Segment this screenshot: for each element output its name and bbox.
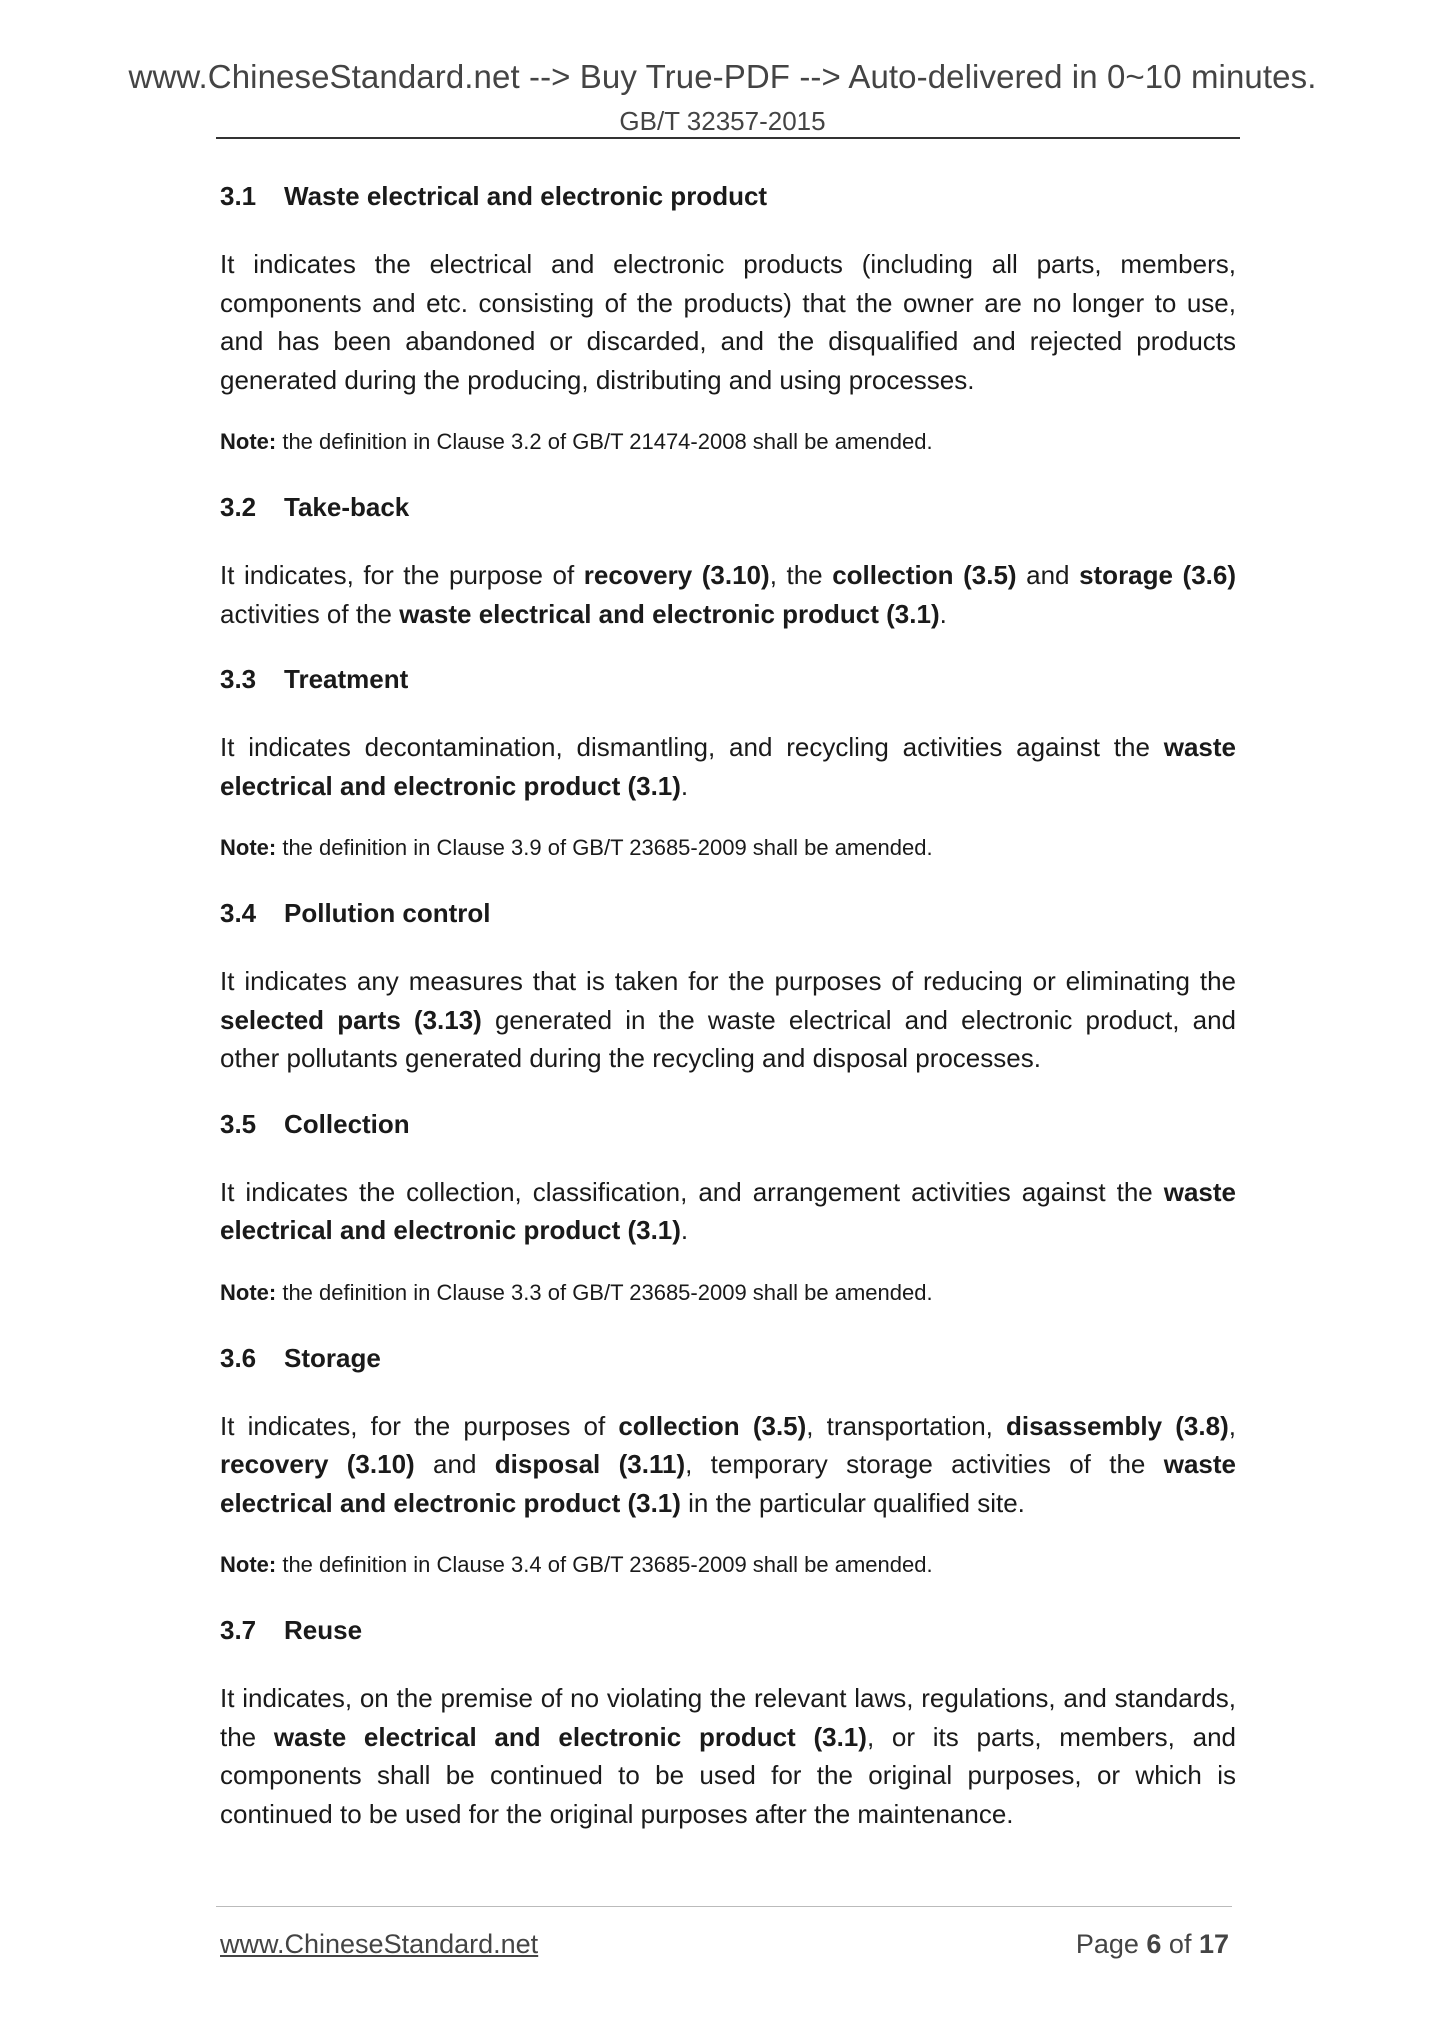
term-reference: waste electrical and electronic product (3.1) [399, 598, 940, 629]
section-heading [220, 661, 1236, 697]
note-label: Note: [220, 1279, 277, 1305]
paragraph-text: . [680, 1215, 689, 1245]
section-3-6 [220, 1340, 1236, 1581]
current-page: 6 [1146, 1929, 1162, 1959]
section-3-2 [220, 489, 1236, 633]
note-text: the definition in Clause 3.9 of GB/T 23685-2009 shall be amended. [276, 835, 933, 860]
paragraph-text: generated in the waste electrical and electronic product, and other pollutants generated during the recycling and disposal processes. [220, 1004, 1236, 1073]
term-reference: waste electrical and electronic product (3.1) [220, 1176, 1236, 1245]
paragraph-text: and [414, 1449, 495, 1479]
page-number [1076, 1929, 1229, 1960]
section-paragraph [220, 962, 1236, 1078]
paragraph-text: It indicates the electrical and electronic products (including all parts, members, components and etc. consisting of the products) that the owner are no longer to use, and has been abandoned or discarded, and the disqualified and rejected products generated during the producing, distributing and using processes. [220, 249, 1236, 395]
section-heading [220, 1340, 1236, 1376]
section-3-7 [220, 1612, 1236, 1833]
term-reference: waste electrical and electronic product (3.1) [273, 1721, 867, 1752]
section-paragraph [220, 1407, 1236, 1523]
section-paragraph [220, 1173, 1236, 1250]
section-paragraph [220, 245, 1236, 399]
document-code: GB/T 32357-2015 [619, 106, 826, 136]
section-number: 3.3 [220, 664, 257, 694]
paragraph-text: , [1228, 1410, 1236, 1441]
section-number: 3.4 [220, 898, 257, 928]
paragraph-text: It indicates, for the purpose of [220, 560, 584, 590]
paragraph-text: , temporary storage activities of the [685, 1449, 1164, 1479]
section-3-3 [220, 661, 1236, 863]
paragraph-text: It indicates, for the purposes of [220, 1410, 619, 1441]
term-reference: selected parts (3.13) [220, 1004, 482, 1035]
paragraph-text: , or its parts, members, and components shall be continued to be used for the original purposes, or which is continued to be used for the original purposes after the maintenance. [220, 1721, 1237, 1829]
note-text: the definition in Clause 3.3 of GB/T 23685-2009 shall be amended. [276, 1279, 933, 1305]
term-reference: waste electrical and electronic product (3.1) [220, 1449, 1237, 1518]
term-reference: collection (3.5) [618, 1410, 807, 1441]
section-number: 3.7 [220, 1615, 257, 1645]
paragraph-text: activities of the [220, 598, 400, 629]
top-banner[interactable]: www.ChineseStandard.net --> Buy True-PDF --> Auto-delivered in 0~10 minutes. [128, 58, 1317, 95]
section-note [220, 833, 1236, 863]
section-title: Storage [284, 1342, 381, 1373]
footer-website-link[interactable]: www.ChineseStandard.net [220, 1929, 539, 1959]
section-number: 3.1 [220, 181, 257, 211]
paragraph-text: It indicates any measures that is taken for the purposes of reducing or eliminating the [220, 966, 1236, 996]
note-label: Note: [220, 835, 277, 860]
term-reference: disassembly (3.8) [1006, 1410, 1229, 1441]
footer-divider [216, 1906, 1232, 1907]
section-paragraph [220, 728, 1236, 805]
section-title: Take-back [284, 492, 410, 522]
section-title: Collection [284, 1108, 410, 1139]
section-note [220, 427, 1236, 457]
section-3-1 [220, 178, 1236, 457]
note-label: Note: [220, 1552, 277, 1577]
paragraph-text: , the [769, 560, 833, 590]
term-reference: storage (3.6) [1079, 560, 1237, 590]
section-number: 3.5 [220, 1108, 257, 1139]
paragraph-text: and [1016, 560, 1080, 590]
term-reference: recovery (3.10) [220, 1449, 415, 1479]
term-reference: waste electrical and electronic product (3.1) [220, 732, 1236, 801]
section-number: 3.6 [220, 1342, 257, 1373]
section-heading [220, 1612, 1236, 1648]
section-number: 3.2 [220, 492, 257, 522]
note-text: the definition in Clause 3.2 of GB/T 21474-2008 shall be amended. [276, 429, 933, 454]
term-reference: recovery (3.10) [583, 560, 770, 590]
total-pages: 17 [1198, 1929, 1229, 1959]
page-mid: of [1161, 1929, 1199, 1959]
section-heading [220, 1106, 1236, 1142]
header-divider [216, 137, 1240, 139]
section-title: Waste electrical and electronic product [284, 181, 768, 211]
section-heading [220, 178, 1236, 214]
note-label: Note: [220, 429, 277, 454]
term-reference: collection (3.5) [832, 560, 1017, 590]
note-text: the definition in Clause 3.4 of GB/T 23685-2009 shall be amended. [276, 1552, 933, 1577]
paragraph-text: in the particular qualified site. [680, 1487, 1025, 1518]
paragraph-text: . [939, 598, 947, 629]
term-reference: disposal (3.11) [494, 1449, 686, 1479]
section-paragraph [220, 556, 1236, 633]
section-heading [220, 895, 1236, 931]
paragraph-text: , transportation, [806, 1410, 1007, 1441]
section-paragraph [220, 1679, 1236, 1833]
section-title: Reuse [284, 1615, 363, 1645]
page-prefix: Page [1075, 1929, 1147, 1959]
section-note [220, 1550, 1236, 1580]
section-3-5 [220, 1106, 1236, 1308]
paragraph-text: It indicates the collection, classification, and arrangement activities against the [220, 1176, 1164, 1207]
paragraph-text: . [680, 770, 689, 801]
document-body [220, 178, 1236, 1861]
section-title: Treatment [284, 664, 409, 694]
paragraph-text: It indicates, on the premise of no violating the relevant laws, regulations, and standards, the [220, 1683, 1236, 1752]
section-note [220, 1278, 1236, 1308]
paragraph-text: It indicates decontamination, dismantling, and recycling activities against the [220, 732, 1164, 762]
section-3-4 [220, 895, 1236, 1078]
section-title: Pollution control [284, 898, 491, 928]
section-heading [220, 489, 1236, 525]
